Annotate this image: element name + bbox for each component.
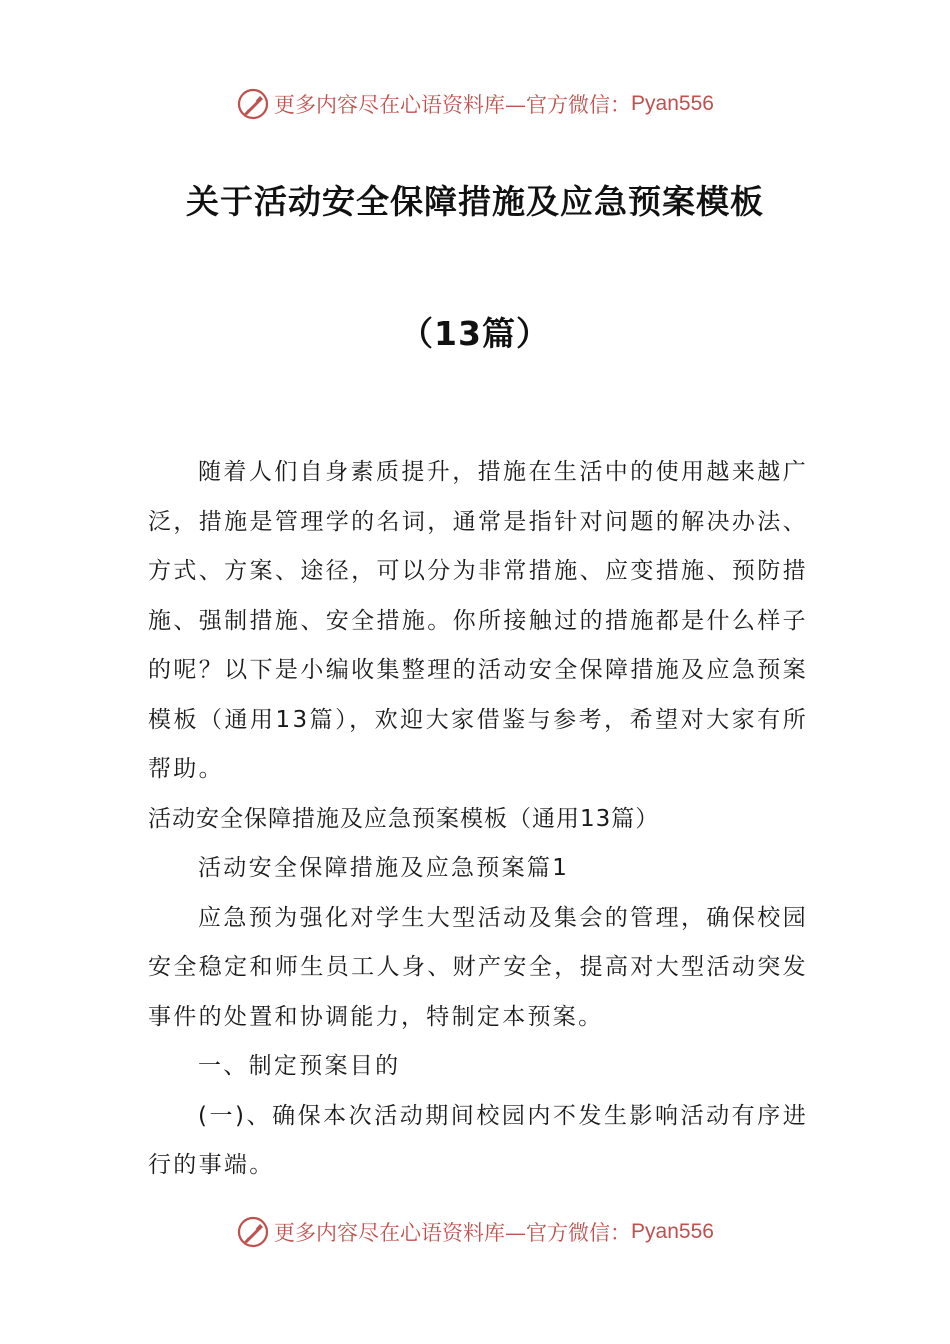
banner-wechat-id: Pyan556 <box>631 1220 714 1243</box>
subsection-heading: 一、制定预案目的 <box>198 1053 401 1079</box>
document-body <box>148 448 808 1191</box>
footer-watermark-banner <box>0 1212 950 1252</box>
header-watermark-banner <box>0 84 950 124</box>
section-heading: 活动安全保障措施及应急预案模板（通用13篇） <box>148 805 660 832</box>
chapter-heading: 活动安全保障措施及应急预案篇1 <box>198 855 570 881</box>
banner-wechat-id: Pyan556 <box>631 92 714 115</box>
banner-text: 更多内容尽在心语资料库—官方微信： <box>274 93 632 117</box>
quill-logo-icon <box>236 1215 270 1249</box>
body-paragraph: 应急预为强化对学生大型活动及集会的管理，确保校园安全稳定和师生员工人身、财产安全，提高对大型活动突发事件的处置和协调能力，特制定本预案。 <box>148 904 808 1030</box>
intro-paragraph: 随着人们自身素质提升，措施在生活中的使用越来越广泛，措施是管理学的名词，通常是指针对问题的解决办法、方式、方案、途径，可以分为非常措施、应变措施、预防措施、强制措施、安全措施。你所接触过的措施都是什么样子的呢？以下是小编收集整理的活动安全保障措施及应急预案模板（通用13篇），欢迎大家借鉴与参考，希望对大家有所帮助。 <box>148 459 808 782</box>
body-paragraph: (一)、确保本次活动期间校园内不发生影响活动有序进行的事端。 <box>148 1102 808 1178</box>
document-title: 关于活动安全保障措施及应急预案模板 <box>186 182 764 221</box>
banner-text: 更多内容尽在心语资料库—官方微信： <box>274 1221 632 1245</box>
quill-logo-icon <box>236 87 270 121</box>
document-subtitle: （13篇） <box>400 314 550 353</box>
